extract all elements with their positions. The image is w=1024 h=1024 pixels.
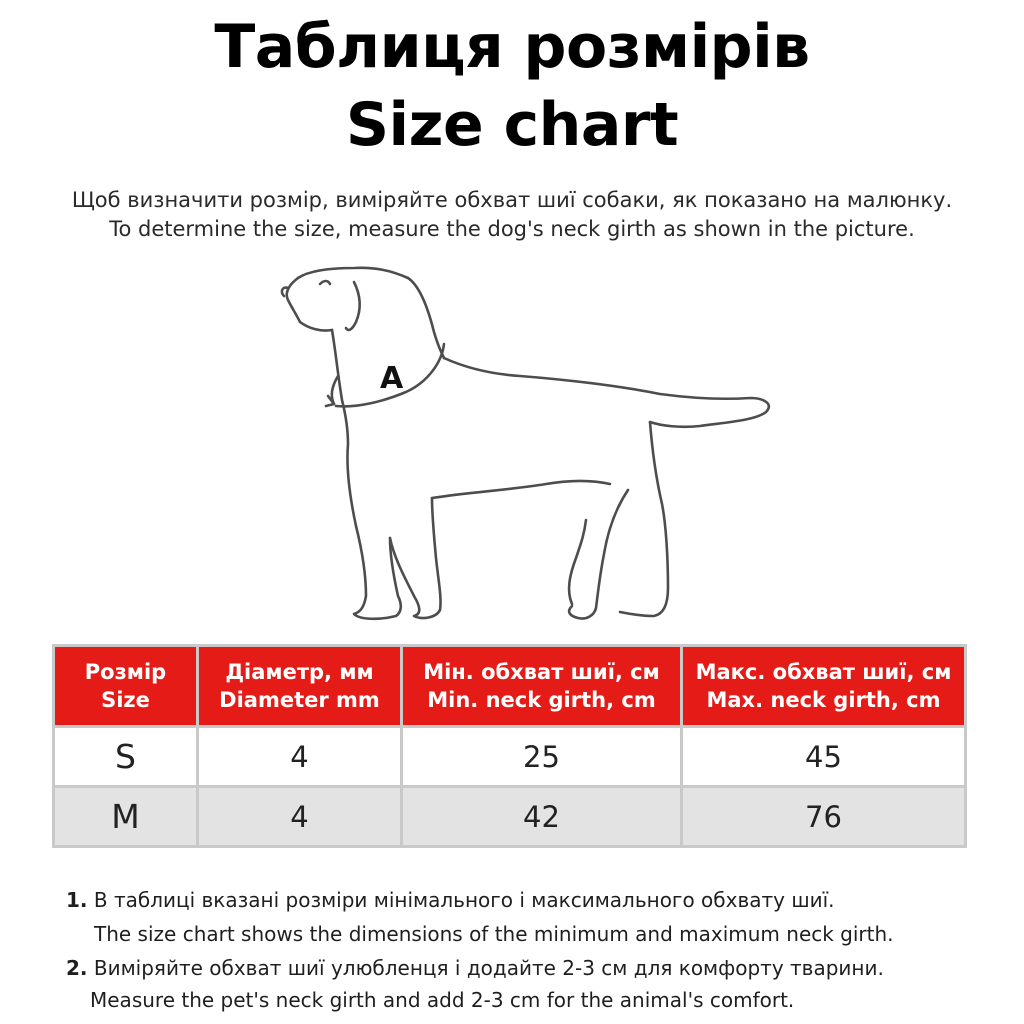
- dog-rear-leg: [620, 422, 668, 616]
- dog-ear-outline: [346, 282, 360, 330]
- table-row: [54, 787, 966, 847]
- neck-label-a: A: [380, 361, 404, 396]
- diameter-cell: 4: [198, 787, 402, 847]
- dog-outline-icon: [270, 258, 790, 630]
- size-cell: S: [54, 727, 198, 787]
- dog-neck-front: [332, 330, 356, 526]
- note-text: Виміряйте обхват шиї улюбленця і додайте 2-3 см для комфорту тварини.: [93, 956, 884, 980]
- page-title-en: Size chart: [345, 90, 679, 160]
- header-min-girth: Мін. обхват шиї, см Min. neck girth, cm: [402, 646, 682, 727]
- dog-head-outline: [298, 268, 444, 358]
- dog-back: [444, 358, 769, 427]
- max-girth-cell: 45: [682, 727, 966, 787]
- header-max-girth: Макс. обхват шиї, см Max. neck girth, cm: [682, 646, 966, 727]
- dog-front-leg: [354, 526, 401, 619]
- header-size: Розмір Size: [54, 646, 198, 727]
- min-girth-cell: 42: [402, 787, 682, 847]
- note-1-uk: [66, 884, 835, 916]
- note-number: 1.: [66, 888, 88, 912]
- header-diameter: Діаметр, мм Diameter mm: [198, 646, 402, 727]
- table-header-row: [54, 646, 966, 727]
- note-number: 2.: [66, 956, 88, 980]
- note-text: В таблиці вказані розміри мінімального і максимального обхвату шиї.: [93, 888, 835, 912]
- note-2-en: Measure the pet's neck girth and add 2-3 cm for the animal's comfort.: [90, 988, 795, 1012]
- table-row: [54, 727, 966, 787]
- dog-muzzle-outline: [287, 278, 332, 331]
- note-1-en: The size chart shows the dimensions of the minimum and maximum neck girth.: [94, 922, 894, 946]
- instructions-en: To determine the size, measure the dog's neck girth as shown in the picture.: [109, 217, 915, 241]
- note-2-uk: [66, 952, 884, 984]
- dog-belly: [432, 481, 610, 498]
- diameter-cell: 4: [198, 727, 402, 787]
- instructions-uk: Щоб визначити розмір, виміряйте обхват шиї собаки, як показано на малюнку.: [71, 188, 953, 212]
- page-title-uk: Таблиця розмірів: [214, 12, 810, 82]
- size-cell: M: [54, 787, 198, 847]
- max-girth-cell: 76: [682, 787, 966, 847]
- size-table: [52, 644, 967, 848]
- min-girth-cell: 25: [402, 727, 682, 787]
